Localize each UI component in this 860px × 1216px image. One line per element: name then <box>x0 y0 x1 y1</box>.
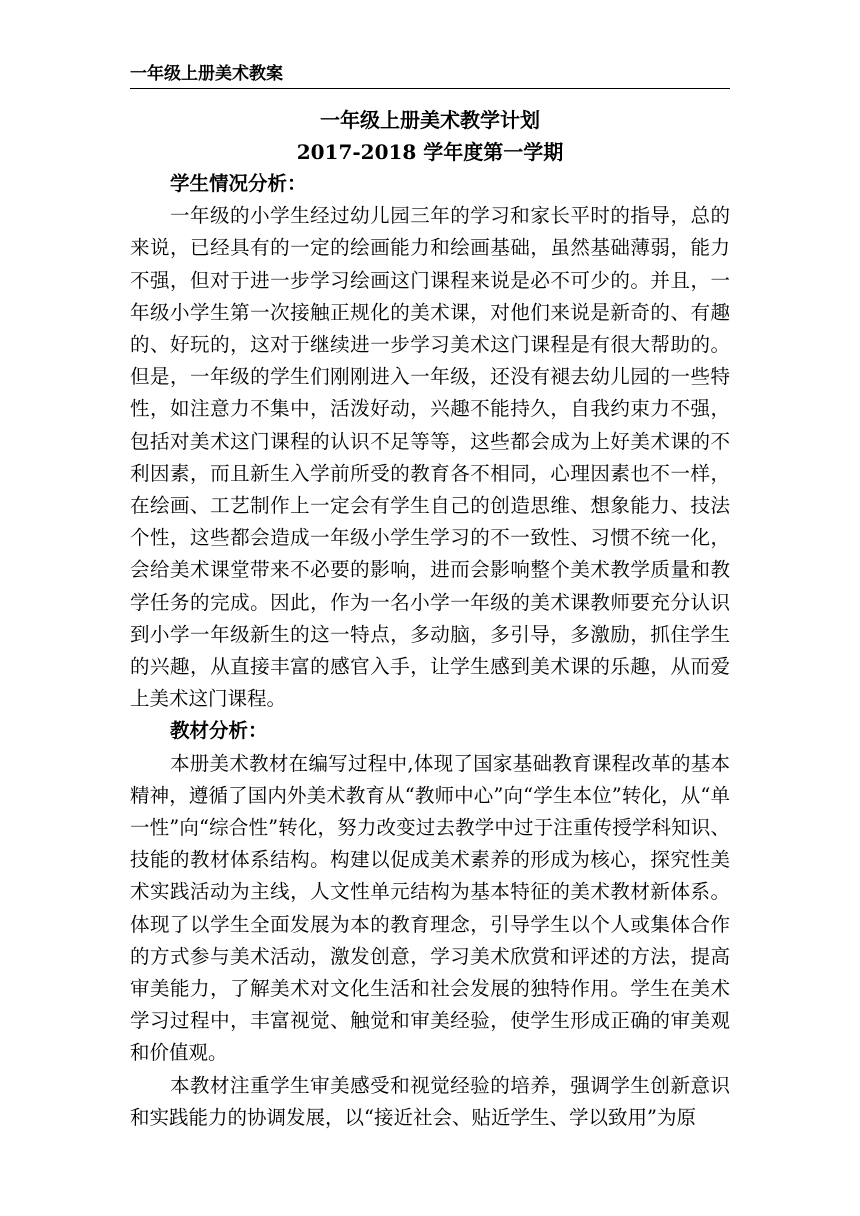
paragraph: 一年级的小学生经过幼儿园三年的学习和家长平时的指导，总的来说，已经具有的一定的绘画能力和绘画基础，虽然基础薄弱，能力不强，但对于进一步学习绘画这门课程来说是必不可少的。并且，一年级小学生第一次接触正规化的美术课，对他们来说是新奇的、有趣的、好玩的，这对于继续进一步学习美术这门课程是有很大帮助的。但是，一年级的学生们刚刚进入一年级，还没有褪去幼儿园的一些特性，如注意力不集中，活泼好动，兴趣不能持久，自我约束力不强，包括对美术这门课程的认识不足等等，这些都会成为上好美术课的不利因素，而且新生入学前所受的教育各不相同，心理因素也不一样，在绘画、工艺制作上一定会有学生自己的创造思维、想象能力、技法个性，这些都会造成一年级小学生学习的不一致性、习惯不统一化，会给美术课堂带来不必要的影响，进而会影响整个美术教学质量和教学任务的完成。因此，作为一名小学一年级的美术课教师要充分认识到小学一年级新生的这一特点，多动脑，多引导，多激励，抓住学生的兴趣，从直接丰富的感官入手，让学生感到美术课的乐趣，从而爱上美术这门课程。 <box>130 204 730 711</box>
paragraph: 本册美术教材在编写过程中,体现了国家基础教育课程改革的基本精神，遵循了国内外美术教育从“教师中心”向“学生本位”转化，从“单一性”向“综合性”转化，努力改变过去教学中过于注重传授学科知识、技能的教材体系结构。构建以促成美术素养的形成为核心，探究性美术实践活动为主线，人文性单元结构为基本特征的美术教材新体系。体现了以学生全面发展为本的教育理念，引导学生以个人或集体合作的方式参与美术活动，激发创意，学习美术欣赏和评述的方法，提高审美能力，了解美术对文化生活和社会发展的独特作用。学生在美术学习过程中，丰富视觉、触觉和审美经验，使学生形成正确的审美观和价值观。 <box>130 751 730 1065</box>
document-title: 一年级上册美术教学计划 <box>320 108 540 132</box>
document-body <box>130 104 730 1134</box>
section-heading: 学生情况分析： <box>170 172 307 195</box>
section-student-analysis <box>130 168 730 715</box>
running-header: 一年级上册美术教案 <box>130 62 730 89</box>
section-textbook-analysis <box>130 715 730 1134</box>
section-heading: 教材分析： <box>170 719 268 743</box>
document-subtitle: 2017-2018 学年度第一学期 <box>296 140 564 164</box>
paragraph: 本教材注重学生审美感受和视觉经验的培养，强调学生创新意识和实践能力的协调发展，以“接近社会、贴近学生、学以致用”为原 <box>130 1073 730 1129</box>
